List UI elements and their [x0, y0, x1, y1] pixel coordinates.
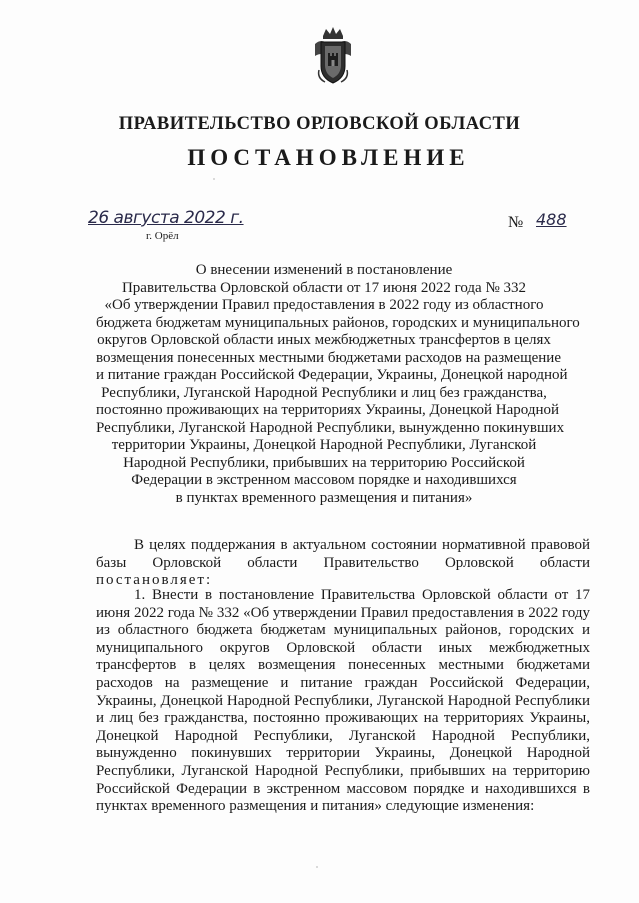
- handwritten-number: 488: [536, 210, 567, 229]
- title-line: в пунктах временного размещения и питания»: [175, 489, 473, 506]
- coat-of-arms-icon: [311, 26, 355, 86]
- title-line: «Об утверждении Правил предоставления в 2022 году из областного: [104, 297, 544, 313]
- preamble-text: В целях поддержания в актуальном состоянии нормативной правовой базы Орловской области Правительство Орловской области: [96, 537, 590, 571]
- title-line: О внесении изменений в постановление: [195, 262, 453, 278]
- decree-word: постановляет:: [96, 572, 213, 589]
- document-title: [96, 262, 580, 507]
- organization-name: ПРАВИТЕЛЬСТВО ОРЛОВСКОЙ ОБЛАСТИ: [118, 114, 521, 134]
- handwritten-date: 26 августа 2022 г.: [88, 208, 244, 228]
- title-line: постоянно проживающих на территориях Украины, Донецкой Народной: [96, 402, 560, 418]
- title-line: округов Орловской области иных межбюджетных трансфертов в целях: [97, 332, 551, 348]
- title-line: и питание граждан Российской Федерации, Украины, Донецкой народной: [96, 367, 568, 383]
- scan-speck: [213, 178, 215, 180]
- city-label: г. Орёл: [146, 230, 179, 242]
- item-1-paragraph: 1. Внести в постановление Правительства Орловской области от 17 июня 2022 года № 332 «Об утверждении Правил предоставления в 2022 году из областного бюджета бюджетам муниципальных районов, городских и муниципального округов Орловской области иных межбюджетных трансфертов в целях возмещения понесенных местными бюджетами расходов на размещение и питание граждан Российской Федерации, Украины, Донецкой Народной Республики, Луганской Народной Республики и лиц без гражданства, постоянно проживающих на территориях Украины, Донецкой Народной Республики, Луганской Народной Республики, вынужденно покинувших территории Украины, Донецкой Народной Республики, Луганской Народной Республики, прибывших на территорию Российской Федерации в экстренном массовом порядке и находившихся в пунктах временного размещения и питания» следующие изменения:: [96, 587, 590, 815]
- preamble-paragraph: [96, 537, 590, 590]
- title-line: бюджета бюджетам муниципальных районов, городских и муниципального: [96, 314, 580, 331]
- title-line: Республики, Луганской Народной Республики и лиц без гражданства,: [101, 384, 547, 401]
- title-line: Республики, Луганской Народной Республики, вынужденно покинувших: [96, 419, 565, 436]
- title-line: территории Украины, Донецкой Народной Республики, Луганской: [111, 437, 537, 453]
- number-label: №: [508, 214, 524, 231]
- title-line: Федерации в экстренном массовом порядке и находившихся: [131, 472, 517, 488]
- title-line: Народной Республики, прибывших на территорию Российской: [123, 454, 525, 471]
- document-type: ПОСТАНОВЛЕНИЕ: [187, 145, 470, 170]
- title-line: возмещения понесенных местными бюджетами расходов на размещение: [96, 349, 561, 366]
- title-line: Правительства Орловской области от 17 июня 2022 года № 332: [121, 279, 527, 296]
- scan-speck: [316, 866, 318, 868]
